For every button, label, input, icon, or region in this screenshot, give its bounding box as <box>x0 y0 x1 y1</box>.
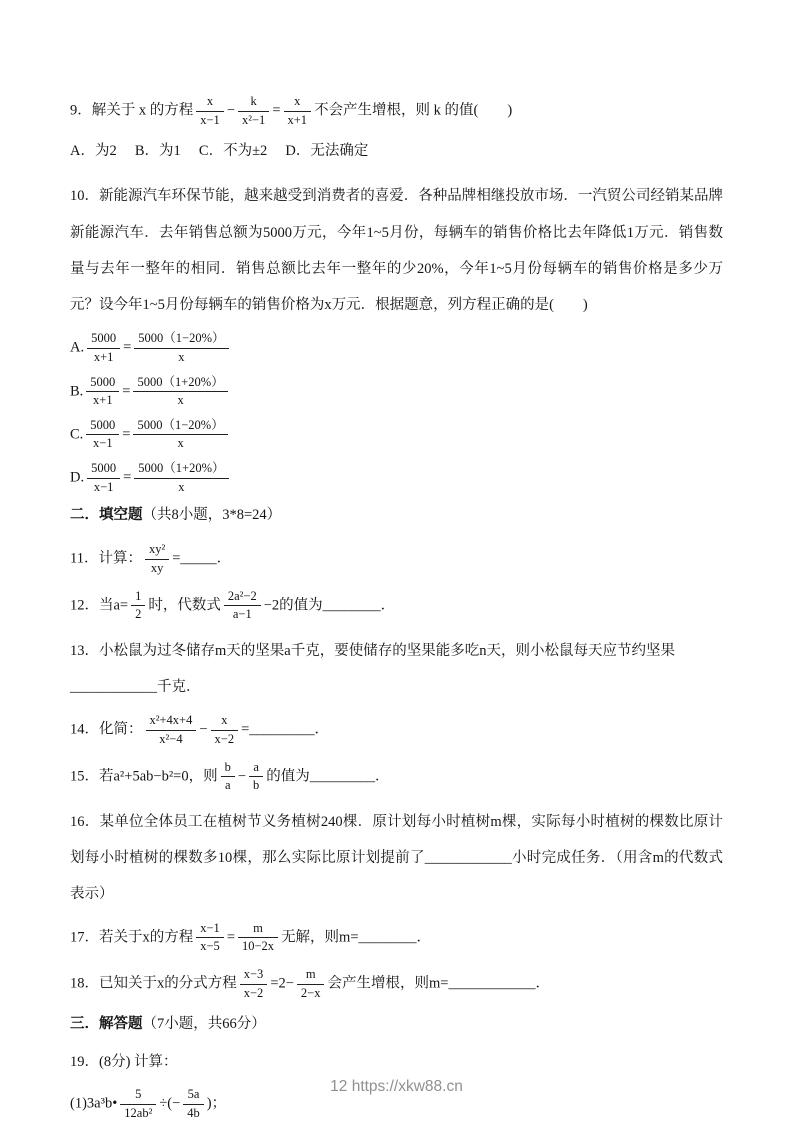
fraction <box>221 760 235 794</box>
fraction <box>134 331 228 365</box>
question-14 <box>70 711 723 749</box>
question-10 <box>70 178 723 323</box>
fraction-denominator: x²−4 <box>146 730 197 748</box>
fraction <box>131 589 145 623</box>
fraction <box>133 375 227 409</box>
fraction-denominator: a <box>221 776 235 794</box>
fraction-numerator: 5000（1−20%） <box>137 417 224 432</box>
fraction-denominator: x−2 <box>211 730 239 748</box>
text-run: 无解，则m=________． <box>281 929 432 946</box>
text-run: − <box>237 768 247 785</box>
question-10-option-d <box>70 459 723 497</box>
text-run: = <box>123 469 132 486</box>
text-run: D. <box>70 469 85 486</box>
fraction-denominator: 2−x <box>297 984 325 1002</box>
fraction-numerator: x−1 <box>200 920 220 935</box>
fraction-numerator: a <box>253 759 259 774</box>
question-9 <box>70 92 723 130</box>
text-run: = <box>122 383 131 400</box>
text-run: 不会产生增根，则 k 的值( ) <box>314 102 513 119</box>
section-header-solutions <box>70 1011 723 1037</box>
question-15 <box>70 758 723 796</box>
text-run: 13．小松鼠为过冬储存m天的坚果a千克，要使储存的坚果能多吃n天，则小松鼠每天应节约坚果 <box>70 642 675 659</box>
fraction-numerator: x <box>221 713 228 728</box>
text-run: (1)3a³b• <box>70 1095 118 1112</box>
text-run: A．为2 B．为1 C．不为±2 D．无法确定 <box>70 143 369 160</box>
question-10-option-b <box>70 373 723 411</box>
text-run: 17．若关于x的方程 <box>70 929 194 946</box>
question-11 <box>70 540 723 578</box>
fraction <box>87 331 120 365</box>
fraction-denominator: x−5 <box>196 937 224 955</box>
text-run: B. <box>70 383 84 400</box>
question-19 <box>70 1049 723 1075</box>
fraction-numerator: m <box>253 920 263 935</box>
fraction-numerator: 5a <box>187 1087 200 1102</box>
fraction-numerator: x−3 <box>243 966 264 981</box>
text-run: 10．新能源汽车环保节能，越来越受到消费者的喜爱．各种品牌相继投放市场．一汽贸公司经销某品牌新能源汽车．去年销售总额为5000万元，今年1~5月份，每辆车的销售价格比去年降低1万元．销售数量与去年一整年的相同．销售总额比去年一整年的少20%，今年1~5月份每辆车的销售价格是多少万元？设今年1~5月份每辆车的销售价格为x万元．根据题意，列方程正确的是( ) <box>70 188 723 314</box>
fraction-numerator: 1 <box>135 588 142 603</box>
text-run: )； <box>206 1095 227 1112</box>
fraction-numerator: xy² <box>148 542 166 557</box>
text-run: =_________． <box>241 721 330 738</box>
fraction <box>86 418 119 452</box>
fraction <box>238 921 278 955</box>
text-run: 16．某单位全体员工在植树节义务植树240棵．原计划每小时植树m棵，实际每小时植树的棵数比原计划每小时植树的棵数多10棵，那么实际比原计划提前了____________小时完成任务．（用含m的代数式表示） <box>70 813 723 903</box>
question-17 <box>70 919 723 957</box>
fraction-numerator: x <box>206 94 214 108</box>
fraction <box>211 713 239 747</box>
text-run: （7小题，共66分） <box>142 1016 266 1033</box>
fraction <box>249 760 263 794</box>
text-run: =_____． <box>172 550 232 567</box>
fraction-numerator: 5000 <box>90 417 116 432</box>
fraction-numerator: 5000 <box>90 374 116 389</box>
fraction-denominator: 4b <box>183 1104 204 1122</box>
text-run: − <box>226 102 235 119</box>
fraction <box>86 375 119 409</box>
fraction-numerator: 5 <box>135 1087 142 1102</box>
fraction-denominator: x+1 <box>284 111 312 129</box>
fraction-denominator: x <box>133 391 227 409</box>
fraction-numerator: 5000 <box>91 461 117 476</box>
text-run: C. <box>70 426 84 443</box>
fraction-denominator: xy <box>145 559 169 577</box>
fraction-numerator: 2a²−2 <box>227 588 257 603</box>
text-run: − <box>199 721 208 738</box>
section-header-fill-in <box>70 502 723 528</box>
text-run: 二．填空题 <box>70 507 143 524</box>
text-run: A. <box>70 339 85 356</box>
text-run: = <box>226 929 235 946</box>
text-run: 时，代数式 <box>148 597 221 614</box>
fraction <box>224 589 261 623</box>
text-run: ____________千克． <box>70 679 201 696</box>
text-run: 15．若a²+5ab−b²=0，则 <box>70 768 218 785</box>
text-run: 的值为_________． <box>266 768 390 785</box>
fraction-numerator: b <box>224 759 231 774</box>
text-run: 12．当a= <box>70 597 129 614</box>
text-run: ÷(− <box>159 1095 181 1112</box>
fraction <box>240 967 268 1001</box>
fraction-denominator: x+1 <box>86 391 119 409</box>
text-run: 18．已知关于x的分式方程 <box>70 975 237 992</box>
page-footer: 12 https://xkw88.cn <box>330 1078 463 1095</box>
fraction-denominator: x−2 <box>240 984 268 1002</box>
fraction-numerator: 5000 <box>91 331 117 346</box>
text-run: 三．解答题 <box>70 1016 143 1033</box>
fraction <box>133 418 227 452</box>
fraction-denominator: x²−1 <box>238 111 269 129</box>
fraction <box>146 713 197 747</box>
text-run: 19．(8分) 计算： <box>70 1054 178 1071</box>
fraction-denominator: x+1 <box>87 348 120 366</box>
text-run: （共8小题，3*8=24） <box>142 507 282 524</box>
fraction-numerator: x <box>294 94 301 108</box>
fraction-numerator: x²+4x+4 <box>149 713 193 728</box>
fraction-denominator: x−1 <box>196 111 224 129</box>
fraction-denominator: x <box>134 348 228 366</box>
question-12 <box>70 587 723 625</box>
fraction-denominator: 12ab² <box>120 1104 156 1122</box>
fraction <box>238 94 269 128</box>
fraction <box>145 542 169 576</box>
question-16 <box>70 804 723 913</box>
fraction-denominator: x−1 <box>86 434 119 452</box>
text-run: = <box>122 426 131 443</box>
question-18 <box>70 965 723 1003</box>
fraction <box>297 967 325 1001</box>
text-run: 9．解关于 x 的方程 <box>70 102 194 119</box>
fraction <box>196 921 224 955</box>
fraction-denominator: x <box>134 478 228 496</box>
fraction <box>134 461 228 495</box>
question-10-option-a <box>70 329 723 367</box>
fraction-denominator: a−1 <box>224 605 261 623</box>
fraction <box>87 461 120 495</box>
fraction <box>284 94 312 128</box>
fraction-numerator: k <box>250 94 257 108</box>
fraction-numerator: 5000（1+20%） <box>138 461 225 476</box>
question-9-options <box>70 138 723 164</box>
fraction-denominator: b <box>249 776 263 794</box>
text-run: −2的值为________． <box>263 597 396 614</box>
fraction <box>196 94 224 128</box>
fraction-denominator: 10−2x <box>238 937 278 955</box>
text-run: 11．计算： <box>70 550 142 567</box>
fraction-denominator: x <box>133 434 227 452</box>
fraction-numerator: 5000（1+20%） <box>137 374 224 389</box>
fraction-denominator: x−1 <box>87 478 120 496</box>
text-run: = <box>272 102 281 119</box>
text-run: 14．化简： <box>70 721 143 738</box>
text-run: = <box>123 339 132 356</box>
fraction-denominator: 2 <box>131 605 145 623</box>
text-run: 会产生增根，则m=____________． <box>327 975 550 992</box>
text-run: =2− <box>270 975 294 992</box>
fraction-numerator: 5000（1−20%） <box>138 331 225 346</box>
question-10-option-c <box>70 416 723 454</box>
question-13 <box>70 633 723 706</box>
fraction-numerator: m <box>305 966 316 981</box>
